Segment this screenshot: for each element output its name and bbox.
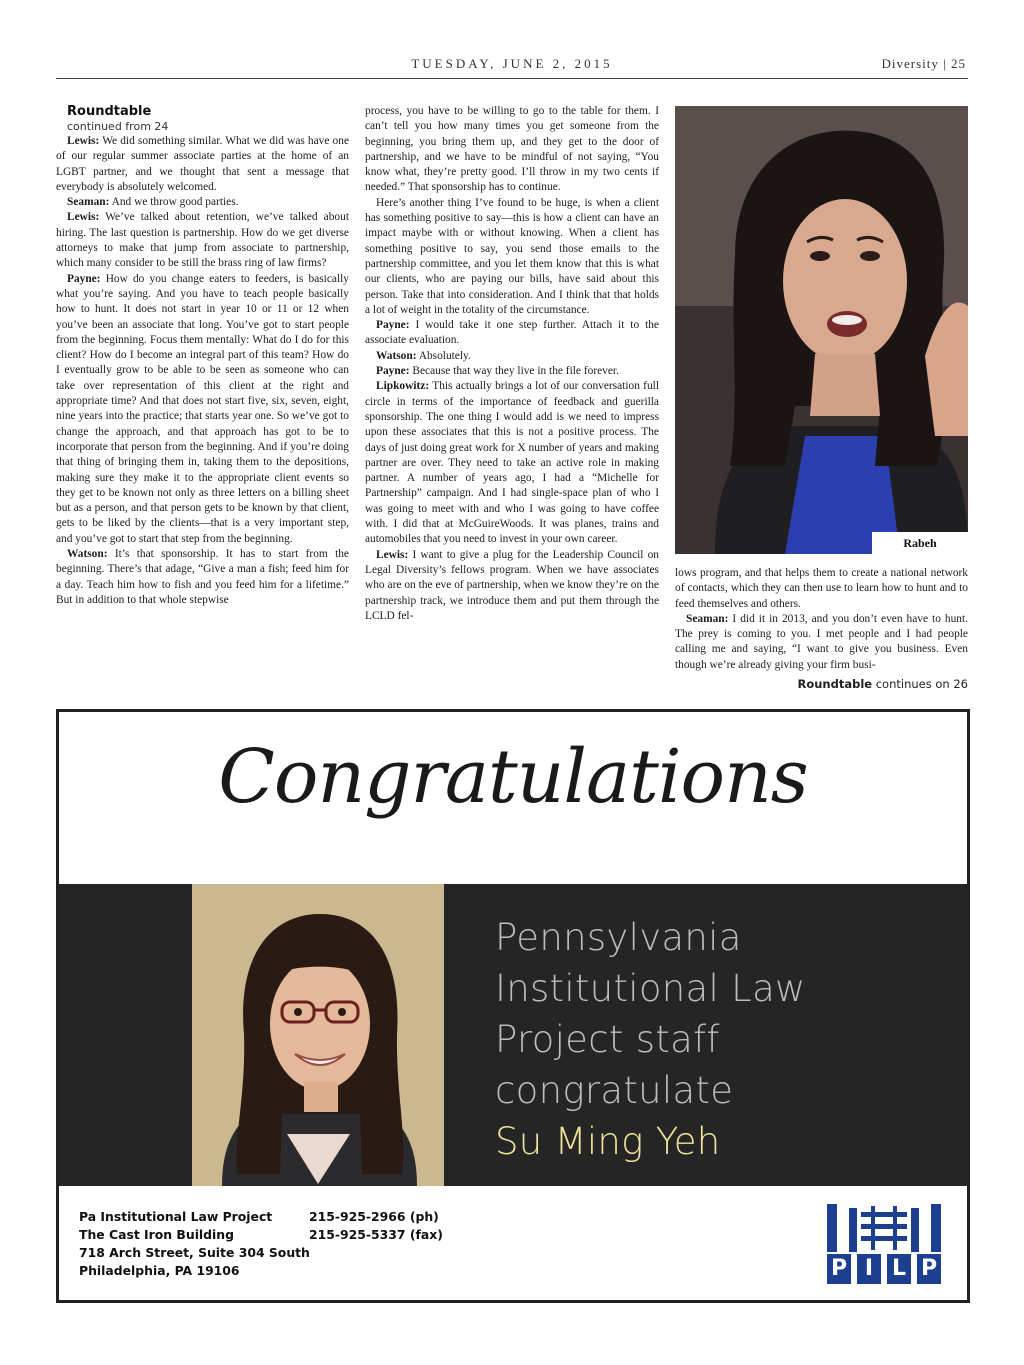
article-paragraph xyxy=(365,104,659,196)
ad-message xyxy=(495,912,806,1167)
section-page-number: Diversity | 25 xyxy=(881,56,966,71)
ad-honoree-name: Su Ming Yeh xyxy=(495,1120,721,1163)
continued-from: continued from 24 xyxy=(67,120,169,133)
article-paragraph xyxy=(365,364,659,379)
paragraph-text: We’ve talked about retention, we’ve talked about hiring. The last question is partnership. How do we get diverse attorneys to make that jump from associate to partnership, which many consider to be still the brass ring of law firms? xyxy=(56,211,349,270)
pilp-logo-graphic xyxy=(827,1202,941,1254)
ad-headline: Congratulations xyxy=(218,734,808,820)
continues-text: continues on 26 xyxy=(872,677,968,691)
ad-address xyxy=(79,1208,310,1280)
speaker-name: Lipkowitz: xyxy=(376,380,430,393)
article-paragraph xyxy=(56,547,349,608)
speaker-name: Lewis: xyxy=(67,135,100,147)
paragraph-text: How do you change eaters to feeders, is basically what you’re saying. And you have to teach people basically how to hunt. It does not start in year 10 or 11 or 12 when you’ve been an associate that long. You’ve got to start people from the beginning. Focus them mentally: What do I do for this client? How do I become an integral part of this team? How do I eventually grow to be able to be seen as someone who can take over representation of this client at the right and appropriate time? And that does not start five, six, seven, eight, nine years into the practice; that starts year one. So we’ve got to change the approach, and that approach has got to be to incorporate that person from the beginning. And if you’re doing that thing of bringing them in, taking them to the depositions, making sure they make it to the appropriate client events so they get to be known not only as three letters on a billing sheet but as a person, and that person gets to be known by that client, gets to be liked by the clients—that is a very important step, and you’ve got to start that step from the beginning. xyxy=(56,272,349,545)
yeh-portrait-illustration xyxy=(192,884,444,1186)
article-paragraph xyxy=(56,272,349,547)
column-3-paragraphs xyxy=(675,566,968,673)
speaker-name: Payne: xyxy=(376,319,410,332)
article-column-2 xyxy=(365,104,659,624)
ad-message-line: Institutional Law xyxy=(495,967,806,1010)
paragraph-text: process, you have to be willing to go to the table for them. I can’t tell you how many times you get someone from the beginning, you bring them up, and they get to the door of partnership, and we have to be mindful of not saying, “You know what, they’re pretty good. I’ll throw in my two cents if needed.” That sponsorship has to continue. xyxy=(365,105,659,194)
address-line: The Cast Iron Building xyxy=(79,1227,234,1242)
ad-dark-band xyxy=(59,884,967,1186)
paragraph-text: Because that way they live in the file forever. xyxy=(409,365,619,378)
issue-date: TUESDAY, JUNE 2, 2015 xyxy=(411,56,613,71)
article-paragraph xyxy=(675,566,968,612)
paragraph-text: This actually brings a lot of our conversation full circle in terms of the importance of feedback and guerilla sponsorship. The one thing I would add is we need to impress upon these associates that this is not a positive process. The days of just doing great work for X number of years and making partner are over. They need to take an active role in making partner. A number of years ago, I had a “Michelle for Partnership” campaign. And I had single-space plan of who I was going to meet with and who I was going to have coffee with. I did that at McGuireWoods. It was planes, trains and automobiles that you need to invest in your own career. xyxy=(365,380,659,546)
article-kicker: Roundtable xyxy=(67,104,152,119)
congratulations-ad xyxy=(56,709,970,1303)
rabeh-photo xyxy=(675,106,968,554)
fax-line: 215-925-5337 (fax) xyxy=(309,1227,443,1242)
address-line: Philadelphia, PA 19106 xyxy=(79,1263,240,1278)
speaker-name: Lewis: xyxy=(67,211,100,224)
speaker-name: Seaman: xyxy=(67,196,110,209)
pilp-logo xyxy=(827,1202,941,1284)
photo-caption: Rabeh xyxy=(872,532,968,554)
paragraph-text: I want to give a plug for the Leadership Council on Legal Diversity’s fellows program. When we have associates who are on the eve of partnership, when we know they’re on the partnership track, we introduce them and put them through the LCLD fel- xyxy=(365,548,659,622)
pilp-logo-letters xyxy=(827,1254,941,1284)
article-paragraph xyxy=(365,349,659,364)
logo-letter: P xyxy=(827,1254,851,1284)
ad-message-line: Pennsylvania xyxy=(495,916,742,959)
speaker-name: Payne: xyxy=(376,365,410,378)
paragraph-text: I would take it one step further. Attach it to the associate evaluation. xyxy=(365,319,659,347)
ad-message-line: congratulate xyxy=(495,1069,734,1112)
article-paragraph xyxy=(365,318,659,349)
continues-on xyxy=(797,677,968,691)
article-paragraph xyxy=(365,196,659,318)
paragraph-text: Here’s another thing I’ve found to be huge, is when a client has something positive to say—this is how a client can have an impact maybe with or without knowing. When a client has something positive to say, you send those emails to the partnership committee, and you let them know that this is what our clients, who are paying our bills, have said about this person. Take that into consideration. And I think that that holds a lot of weight in the totality of the circumstance. xyxy=(365,196,659,316)
article-paragraph xyxy=(56,210,349,271)
phone-line: 215-925-2966 (ph) xyxy=(309,1209,439,1224)
article-paragraph xyxy=(365,548,659,624)
logo-letter: L xyxy=(887,1254,911,1284)
paragraph-text: We did something similar. What we did was have one of our regular summer associate parties at the home of an LGBT partner, and we thought that sent a message that everybody is absolutely welcomed. xyxy=(56,135,349,193)
ad-message-line: Project staff xyxy=(495,1018,720,1061)
address-line: Pa Institutional Law Project xyxy=(79,1209,273,1224)
rabeh-portrait-illustration xyxy=(675,106,968,554)
speaker-name: Lewis: xyxy=(376,548,409,561)
article-paragraph xyxy=(56,134,349,195)
paragraph-text: And we throw good parties. xyxy=(109,196,239,209)
column-1-paragraphs xyxy=(56,134,349,608)
paragraph-text: It’s that sponsorship. It has to start from the beginning. There’s that adage, “Give a man a fish; feed him for a day. Teach him how to fish and you feed him for a lifetime.” But in addition to that whole stepwise xyxy=(56,548,349,606)
speaker-name: Seaman: xyxy=(686,612,729,625)
speaker-name: Payne: xyxy=(67,272,101,285)
logo-letter: P xyxy=(917,1254,941,1284)
address-line: 718 Arch Street, Suite 304 South xyxy=(79,1245,310,1260)
speaker-name: Watson: xyxy=(376,349,417,362)
column-2-paragraphs xyxy=(365,104,659,624)
article-paragraph xyxy=(675,612,968,673)
speaker-name: Watson: xyxy=(67,548,108,561)
paragraph-text: lows program, and that helps them to create a national network of contacts, which they can then use to learn how to hunt and to feed themselves and others. xyxy=(675,567,968,610)
continues-label: Roundtable xyxy=(797,677,873,691)
article-column-3 xyxy=(675,566,968,673)
yeh-photo xyxy=(192,884,444,1186)
paragraph-text: I did it in 2013, and you don’t even have to hunt. The prey is coming to you. I met people and I had people calling me and saying, “I want to give you business. Even though we’re already giving your firm busi- xyxy=(675,612,968,671)
logo-letter: I xyxy=(857,1254,881,1284)
article-paragraph xyxy=(56,195,349,210)
paragraph-text: Absolutely. xyxy=(416,349,471,362)
page-header xyxy=(56,56,968,79)
article-column-1 xyxy=(56,104,349,608)
ad-phones xyxy=(309,1208,443,1244)
article-paragraph xyxy=(365,379,659,547)
